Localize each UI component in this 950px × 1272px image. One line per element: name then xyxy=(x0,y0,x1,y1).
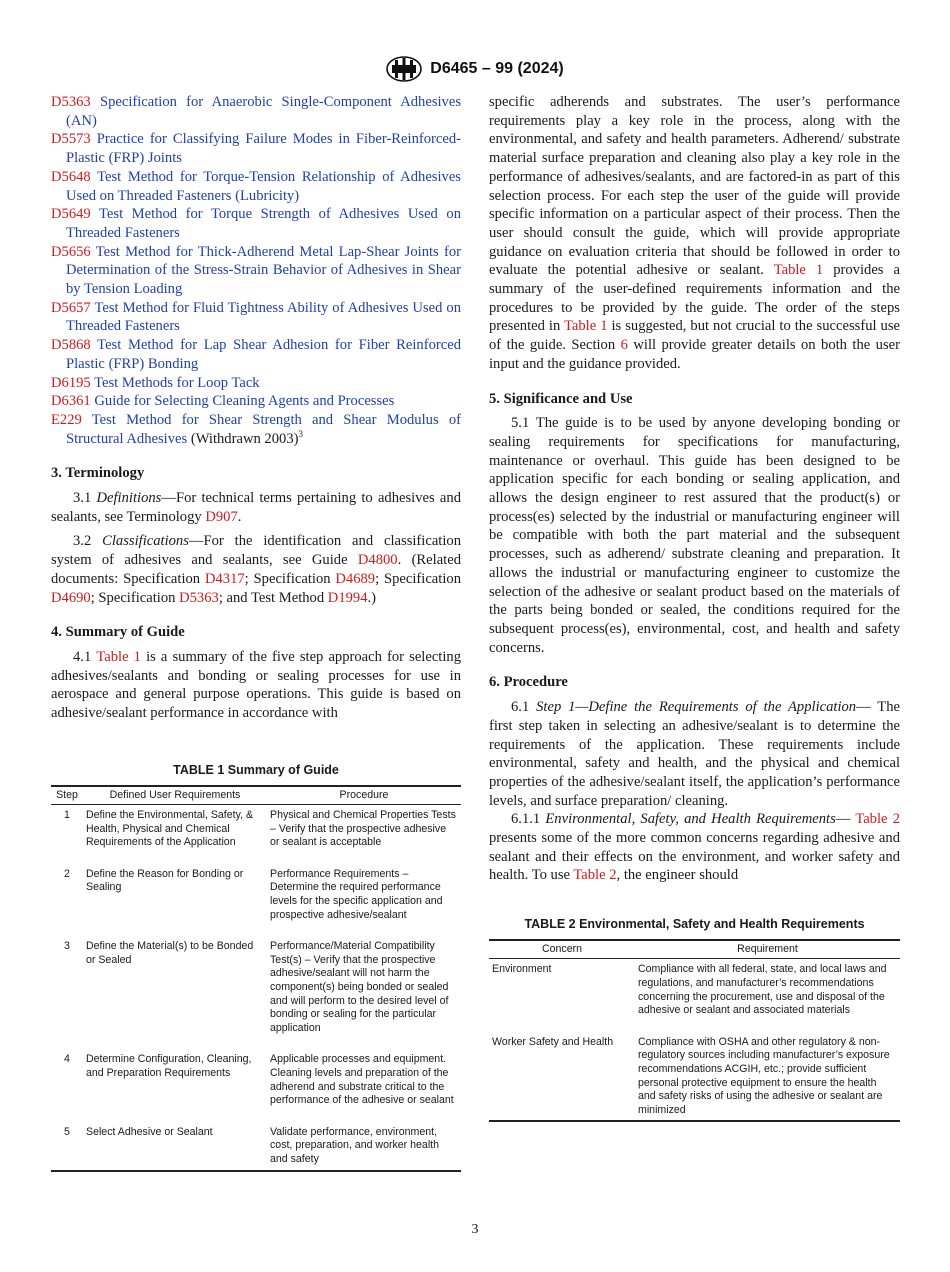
requirement-cell: Compliance with all federal, state, and local laws and regulations, and manufacturer’s recommendations concerning the procurement, use and disposal of the adhesive or sealant and associated materials xyxy=(638,963,887,1017)
reference-withdrawn-note: (Withdrawn 2003) xyxy=(187,430,299,447)
link-d4689[interactable]: D4689 xyxy=(335,570,376,587)
reference-item[interactable] xyxy=(51,168,461,205)
astm-logo-icon xyxy=(386,56,422,82)
step-cell: 3 xyxy=(64,940,70,953)
reference-code[interactable]: D5573 xyxy=(51,131,91,148)
section-heading: 5. Significance and Use xyxy=(489,390,633,407)
table-header: Defined User Requirements xyxy=(83,786,267,805)
reference-title[interactable]: Specification for Anaerobic Single-Component Adhesives (AN) xyxy=(66,94,462,129)
reference-list xyxy=(51,93,461,448)
requirement-cell: Define the Reason for Bonding or Sealing xyxy=(86,867,244,894)
step-cell: 1 xyxy=(64,809,70,822)
table-header: Step xyxy=(51,786,83,805)
reference-code[interactable]: D5649 xyxy=(51,206,91,223)
link-d4690[interactable]: D4690 xyxy=(51,589,91,606)
table-2-title: TABLE 2 Environmental, Safety and Health Requirements xyxy=(524,917,865,932)
section-heading: 6. Procedure xyxy=(489,674,568,691)
concern-cell: Environment xyxy=(492,963,552,976)
table-header: Procedure xyxy=(267,786,461,805)
table-row xyxy=(51,805,461,864)
table-row xyxy=(51,864,461,936)
reference-item[interactable] xyxy=(51,130,461,167)
reference-item[interactable] xyxy=(51,299,461,336)
reference-title[interactable]: Test Method for Lap Shear Adhesion for Fiber Reinforced Plastic (FRP) Bonding xyxy=(66,337,461,372)
paragraph-6-1: 6.1 Step 1—Define the Requirements of the Application— The first step taken in selecting an adhesive/sealant is to determine the requirements of the application. These requirements include environmental, safety and health, and the physical and chemical properties of the adhesive/sealant itself, the application’s performance levels, and surface preparation/ cleaning. xyxy=(489,699,900,809)
page-number: 3 xyxy=(471,1222,479,1237)
footnote-marker: 3 xyxy=(298,428,303,439)
link-table-2[interactable]: Table 2 xyxy=(573,867,617,884)
concern-cell: Worker Safety and Health xyxy=(489,1032,635,1122)
link-table-1[interactable]: Table 1 xyxy=(96,648,141,665)
reference-code[interactable]: E229 xyxy=(51,411,82,428)
step-cell: 4 xyxy=(64,1053,70,1066)
table-row xyxy=(489,959,900,1032)
table-1 xyxy=(51,785,461,1172)
reference-title[interactable]: Practice for Classifying Failure Modes in Fiber-Reinforced-Plastic (FRP) Joints xyxy=(66,131,461,167)
requirement-cell: Define the Material(s) to be Bonded or Sealed xyxy=(86,940,254,966)
reference-code[interactable]: D5656 xyxy=(51,243,91,260)
reference-title[interactable]: Test Method for Shear Strength and Shear Modulus of Structural Adhesives xyxy=(66,411,461,447)
reference-item[interactable] xyxy=(51,411,461,448)
reference-code[interactable]: D5648 xyxy=(51,168,91,185)
procedure-cell: Performance Requirements – Determine the required performance levels for the specific application and prospective adhesive/sealant xyxy=(270,867,443,921)
link-d4317[interactable]: D4317 xyxy=(204,570,245,587)
paragraph-4-1: 4.1 Table 1 is a summary of the five step approach for selecting adhesives/sealants and bonding or sealing processes for use in aerospace and general purpose operations. This guide is based on adhesive/sealant performance in accordance with xyxy=(51,648,462,722)
section-heading: 3. Terminology xyxy=(51,465,145,482)
left-column xyxy=(51,93,461,1172)
link-table-2[interactable]: Table 2 xyxy=(855,811,900,828)
link-d5363[interactable]: D5363 xyxy=(179,589,219,606)
paragraph-4-continued: specific adherends and substrates. The user’s performance requirements play a key role in the process, along with the environmental, and safety and health parameters. Adherend/ substrate material surface preparation and cleaning also play a key role in the performance of adhesives/sealants, and are factored-in as part of this selection process. For each step the user of the guide will provide specific information on a particular aspect of their process. Then the user should consult the guide, which will provide appropriate guidance on evaluation criteria that should be followed in order to evaluate the potential adhesive or sealant. Table 1 provides a summary of the user-defined requirements information and the procedures to be provided by the guide. The order of the steps presented in Table 1 is suggested, but not crucial to the successful use of the guide. Section 6 will provide greater details on both the user input and the guidance provided. xyxy=(489,94,900,372)
paragraph-6-1-1: 6.1.1 Environmental, Safety, and Health Requirements— Table 2 presents some of the more common concerns regarding adhesive and sealant and their effects on the environment, and worker safety and health. To use Table 2, the engineer should xyxy=(489,811,900,884)
procedure-cell: Validate performance, environment, cost, preparation, and worker health and safety xyxy=(267,1122,461,1171)
table-1-title: TABLE 1 Summary of Guide xyxy=(173,762,339,777)
reference-code[interactable]: D5363 xyxy=(51,94,91,110)
paragraph-3-2: 3.2 Classifications—For the identification and classification system of adhesives and sealants, see Guide D4800. (Related documents: Specification D4317; Specification D4689; Specification D4690; Specification D5363; and Test Method D1994.) xyxy=(51,533,462,606)
procedure-cell: Physical and Chemical Properties Tests – Verify that the prospective adhesive or sealant is acceptable xyxy=(270,809,456,849)
section-heading: 4. Summary of Guide xyxy=(51,624,185,641)
link-d907[interactable]: D907 xyxy=(205,508,238,525)
requirement-cell: Select Adhesive or Sealant xyxy=(83,1122,267,1171)
step-cell: 5 xyxy=(51,1122,83,1171)
procedure-cell: Applicable processes and equipment. Cleaning levels and preparation of the adherend and substrate critical to the performance of the adhesive or sealant xyxy=(270,1053,454,1107)
table-header: Requirement xyxy=(635,940,900,959)
reference-code[interactable]: D6195 xyxy=(51,374,91,391)
reference-item[interactable] xyxy=(51,93,461,130)
requirement-cell: Determine Configuration, Cleaning, and Preparation Requirements xyxy=(86,1053,252,1079)
paragraph-5-1: 5.1 The guide is to be used by anyone developing bonding or sealing requirements for specifications for manufacturing, maintenance or overhaul. This guide has been designed to be application specific for each bonding or sealing application, and allows the design engineer to rest assured that the product(s) or process(es) selected by the industrial or manufacturing engineer will be compatible with both the part material and the subsequent processes, such as adherend/ substrate cleaning and preparation. It allows the industrial or manufacturing engineer to customize the selection of the adhesive or sealant product based on the materials of the parts being bonded or sealed, the conditions required for the subsequent process(es), environmental, cost, and health and safety concerns. xyxy=(489,415,900,656)
right-column xyxy=(489,93,900,1122)
link-table-1[interactable]: Table 1 xyxy=(773,262,824,279)
reference-code[interactable]: D5868 xyxy=(51,337,91,354)
table-row xyxy=(51,1049,461,1121)
table-header: Concern xyxy=(489,940,635,959)
table-row xyxy=(51,1122,461,1171)
table-row xyxy=(51,936,461,1049)
reference-title[interactable]: Test Method for Torque Strength of Adhesives Used on Threaded Fasteners xyxy=(66,206,461,241)
requirement-cell: Define the Environmental, Safety, & Health, Physical and Chemical Requirements of the Application xyxy=(86,809,254,849)
requirement-cell: Compliance with OSHA and other regulatory & non-regulatory sources including manufacturer’s exposure recommendations ACGIH, etc.; provide sufficient personal protective equipment to ensure the health and safety risks of using the adhesive or sealant are minimized xyxy=(635,1032,900,1122)
reference-item[interactable] xyxy=(51,205,461,242)
reference-title[interactable]: Test Method for Torque-Tension Relationship of Adhesives Used on Threaded Fasteners (Lubricity) xyxy=(66,168,461,204)
table-row xyxy=(489,1032,900,1122)
table-2 xyxy=(489,939,900,1123)
reference-title[interactable]: Test Method for Thick-Adherend Metal Lap-Shear Joints for Determination of the Stress-Strain Behavior of Adhesives in Shear by Tension Loading xyxy=(66,243,461,298)
link-section-6[interactable]: 6 xyxy=(620,337,628,354)
reference-code[interactable]: D5657 xyxy=(51,299,91,316)
reference-item[interactable] xyxy=(51,336,461,373)
procedure-cell: Performance/Material Compatibility Test(s) – Verify that the prospective adhesive/sealant will not harm the component(s) being bonded or sealed and will perform to the desired level of bonding or sealing for the particular application xyxy=(270,940,449,1034)
step-cell: 2 xyxy=(64,867,70,880)
reference-item[interactable] xyxy=(51,392,461,411)
document-designation: D6465 – 99 (2024) xyxy=(430,60,564,77)
reference-code[interactable]: D6361 xyxy=(51,393,91,410)
reference-title[interactable]: Test Methods for Loop Tack xyxy=(94,374,260,391)
reference-item[interactable] xyxy=(51,374,461,393)
link-d1994[interactable]: D1994 xyxy=(327,589,368,606)
reference-title[interactable]: Guide for Selecting Cleaning Agents and Processes xyxy=(94,393,395,410)
page-header xyxy=(0,54,950,84)
reference-item[interactable] xyxy=(51,243,461,299)
reference-title[interactable]: Test Method for Fluid Tightness Ability of Adhesives Used on Threaded Fasteners xyxy=(66,299,461,335)
link-d4800[interactable]: D4800 xyxy=(357,552,398,569)
paragraph-3-1: 3.1 Definitions—For technical terms pertaining to adhesives and sealants, see Terminology D907. xyxy=(51,490,461,525)
link-table-1[interactable]: Table 1 xyxy=(564,318,608,335)
